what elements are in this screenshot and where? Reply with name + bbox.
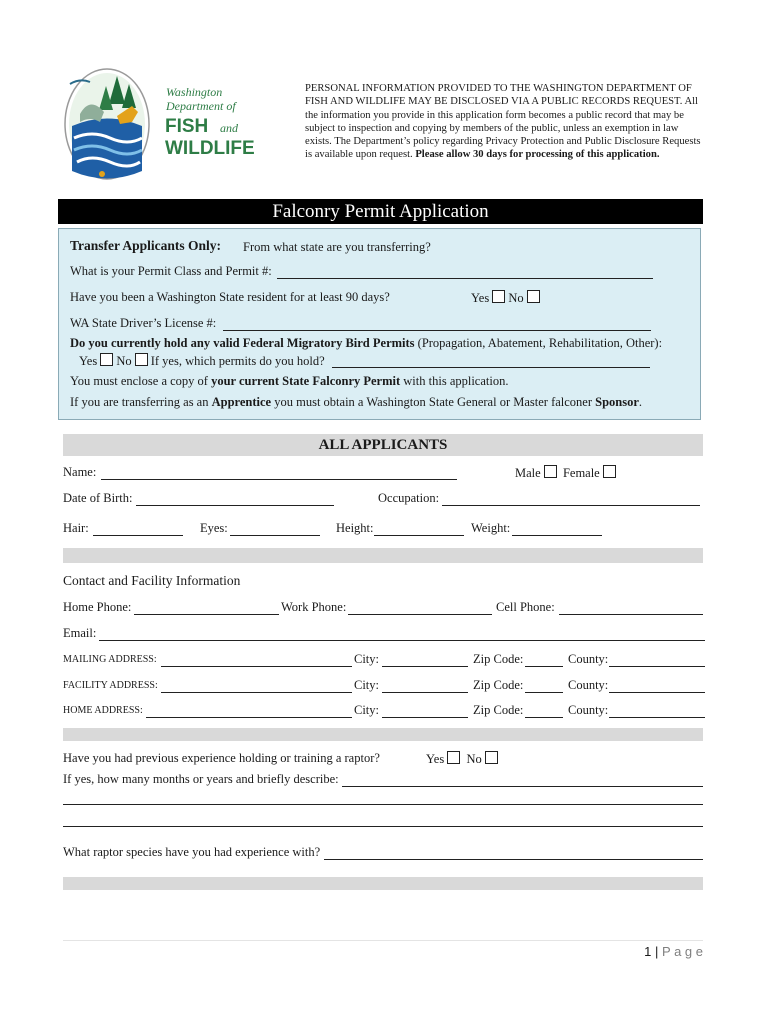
federal-permits-answer: Yes No If yes, which permits do you hold? <box>79 354 325 368</box>
mailing-address-label: MAILING ADDRESS: <box>63 654 157 665</box>
weight-field[interactable] <box>512 523 602 536</box>
home-address-field[interactable] <box>146 705 352 718</box>
page-title: Falconry Permit Application <box>58 199 703 224</box>
email-field[interactable] <box>99 628 705 641</box>
home-zip-label: Zip Code: <box>473 703 524 717</box>
occupation-label: Occupation: <box>378 491 440 505</box>
cell-phone-field[interactable] <box>559 602 703 615</box>
gender-options: Male Female <box>515 465 616 481</box>
experience-options: Yes No <box>426 751 498 767</box>
mailing-county-field[interactable] <box>609 654 705 667</box>
home-city-field[interactable] <box>382 705 468 718</box>
mailing-address-field[interactable] <box>161 654 352 667</box>
footer-rule <box>63 940 703 941</box>
experience-no-checkbox[interactable] <box>485 751 498 764</box>
transfer-state-label: From what state are you transferring? <box>243 240 431 254</box>
svg-text:and: and <box>220 121 238 135</box>
resident-question: Have you been a Washington State resident for at least 90 days? <box>70 290 390 304</box>
dob-label: Date of Birth: <box>63 491 133 505</box>
experience-question: Have you had previous experience holding or training a raptor? <box>63 751 380 765</box>
apprentice-sponsor-note: If you are transferring as an Apprentice you must obtain a Washington State General or Master falconer Sponsor. <box>70 395 643 409</box>
name-label: Name: <box>63 465 97 479</box>
raptor-species-label: What raptor species have you had experience with? <box>63 845 321 859</box>
height-field[interactable] <box>374 523 464 536</box>
weight-label: Weight: <box>471 521 511 535</box>
mailing-zip-field[interactable] <box>525 654 563 667</box>
raptor-species-field[interactable] <box>324 847 703 860</box>
svg-text:FISH: FISH <box>165 116 209 137</box>
experience-describe-line-3[interactable] <box>63 814 703 827</box>
facility-city-field[interactable] <box>382 680 468 693</box>
hair-field[interactable] <box>93 523 183 536</box>
occupation-field[interactable] <box>442 493 700 506</box>
permit-class-label: What is your Permit Class and Permit #: <box>70 264 272 278</box>
home-phone-field[interactable] <box>134 602 279 615</box>
female-checkbox[interactable] <box>603 465 616 478</box>
experience-describe-field[interactable] <box>342 774 703 787</box>
section-divider <box>63 728 703 741</box>
federal-permits-question: Do you currently hold any valid Federal Migratory Bird Permits (Propagation, Abatement, Rehabilitation, Other): <box>70 336 663 350</box>
facility-address-label: FACILITY ADDRESS: <box>63 680 158 691</box>
drivers-license-field[interactable] <box>223 318 651 331</box>
home-county-label: County: <box>568 703 609 717</box>
page-label: P a g e <box>662 944 703 959</box>
federal-yes-checkbox[interactable] <box>100 353 113 366</box>
email-label: Email: <box>63 626 97 640</box>
processing-time-notice: Please allow 30 days for processing of this application. <box>415 149 660 161</box>
experience-describe-line-2[interactable] <box>63 792 703 805</box>
eyes-label: Eyes: <box>200 521 228 535</box>
federal-no-checkbox[interactable] <box>135 353 148 366</box>
mailing-city-field[interactable] <box>382 654 468 667</box>
eyes-field[interactable] <box>230 523 320 536</box>
name-field[interactable] <box>101 467 457 480</box>
wdfw-logo <box>62 66 262 186</box>
drivers-license-label: WA State Driver’s License #: <box>70 316 217 330</box>
mailing-city-label: City: <box>354 652 380 666</box>
facility-county-field[interactable] <box>609 680 705 693</box>
resident-yes-checkbox[interactable] <box>492 290 505 303</box>
home-zip-field[interactable] <box>525 705 563 718</box>
section-divider <box>63 877 703 890</box>
svg-text:Department of: Department of <box>166 99 236 113</box>
which-permits-label: If yes, which permits do you hold? <box>150 354 325 368</box>
home-county-field[interactable] <box>609 705 705 718</box>
svg-text:WILDLIFE: WILDLIFE <box>165 138 255 159</box>
resident-no-checkbox[interactable] <box>527 290 540 303</box>
male-checkbox[interactable] <box>544 465 557 478</box>
permit-class-field[interactable] <box>277 266 653 279</box>
facility-city-label: City: <box>354 678 380 692</box>
experience-describe-label: If yes, how many months or years and briefly describe: <box>63 772 339 786</box>
which-permits-field[interactable] <box>332 355 650 368</box>
home-address-label: HOME ADDRESS: <box>63 705 143 716</box>
privacy-notice-text: PERSONAL INFORMATION PROVIDED TO THE WASHINGTON DEPARTMENT OF FISH AND WILDLIFE MAY BE DISCLOSED VIA A PUBLIC RECORDS REQUEST. All the information you provide in this application form becomes a public record that may be subject to inspection and copying by members of the public, unless an exemption in law exists. The Department’s policy regarding Privacy Protection and Public Disclosure Requests is available upon request. <box>305 83 701 161</box>
hair-label: Hair: <box>63 521 89 535</box>
height-label: Height: <box>336 521 374 535</box>
dob-field[interactable] <box>136 493 334 506</box>
svg-text:Washington: Washington <box>166 85 223 99</box>
section-divider <box>63 548 703 563</box>
privacy-notice <box>305 82 705 162</box>
facility-address-field[interactable] <box>161 680 352 693</box>
transfer-heading: Transfer Applicants Only: <box>70 238 222 253</box>
resident-yes-option: Yes No <box>471 290 540 306</box>
all-applicants-heading: ALL APPLICANTS <box>63 434 703 456</box>
contact-heading: Contact and Facility Information <box>63 573 241 588</box>
enclose-permit-note: You must enclose a copy of your current State Falconry Permit with this application. <box>70 374 509 388</box>
facility-zip-field[interactable] <box>525 680 563 693</box>
mailing-county-label: County: <box>568 652 609 666</box>
work-phone-field[interactable] <box>348 602 492 615</box>
facility-county-label: County: <box>568 678 609 692</box>
home-phone-label: Home Phone: <box>63 600 132 614</box>
page-number: 1 <box>644 944 652 959</box>
page-footer: 1 | P a g e <box>644 944 703 959</box>
facility-zip-label: Zip Code: <box>473 678 524 692</box>
home-city-label: City: <box>354 703 380 717</box>
experience-yes-checkbox[interactable] <box>447 751 460 764</box>
wdfw-emblem-icon <box>62 66 262 186</box>
work-phone-label: Work Phone: <box>281 600 347 614</box>
mailing-zip-label: Zip Code: <box>473 652 524 666</box>
cell-phone-label: Cell Phone: <box>496 600 555 614</box>
